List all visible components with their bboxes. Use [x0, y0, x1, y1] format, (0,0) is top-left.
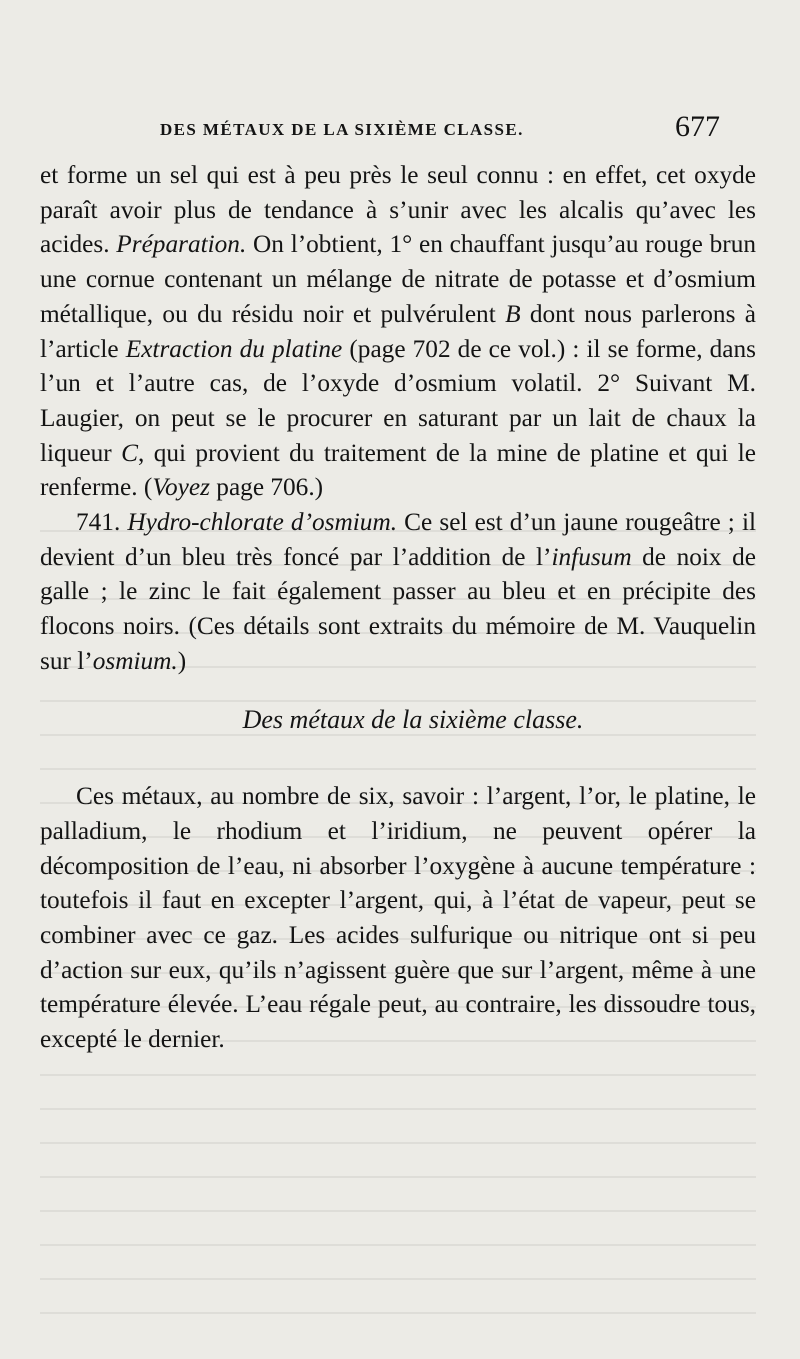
paragraph-3: Ces métaux, au nombre de six, savoir : l’argent, l’or, le platine, le palladium, le rhodium et l’iridium, ne peuvent opérer la décomposition de l’eau, ni absorber l’oxygène à aucune température : toutefois il faut en excepter l’argent, qui, à l’état de vapeur, peut se combiner avec ce gaz. Les acides sulfurique ou nitrique ont si peu d’action sur eux, qu’ils n’agissent guère que sur l’argent, même à une température élevée. L’eau régale peut, au contraire, les dissoudre tous, excepté le dernier.	[40, 782, 756, 1054]
body-text	[40, 158, 756, 1057]
page-header	[160, 110, 760, 146]
running-head: DES MÉTAUX DE LA SIXIÈME CLASSE.	[160, 120, 524, 139]
p1-article-ref: Extraction du platine	[125, 334, 343, 363]
p1-text-5: dont nous parlerons à l’article	[40, 299, 756, 363]
p2-text-5: )	[177, 646, 187, 675]
p1-text-1: et forme un sel qui est à peu près le seul connu : en effet, cet oxyde paraît avoir plus de tendance à s’unir avec les alcalis qu’avec les acides.	[40, 161, 756, 259]
p2-text-1: Ce sel est d’un jaune rougeâtre ; il devient d’un bleu très foncé par l’addition de l’	[40, 508, 757, 571]
paragraph-1	[40, 158, 756, 505]
p2-osmium: osmium.	[92, 646, 178, 675]
p2-infusum: infusum	[551, 542, 632, 571]
p2-text-3: de noix de galle ; le zinc le fait également passer au bleu et en précipite des flocons noirs. (Ces détails sont extraits du mémoire de M. Vauquelin sur l’	[40, 542, 756, 675]
p1-preparation-label: Préparation.	[116, 230, 247, 259]
section-title: Des métaux de la sixième classe.	[242, 704, 584, 734]
p1-voyez: Voyez	[152, 473, 210, 502]
p1-liquor-letter: C	[121, 438, 138, 467]
p2-article-number: 741.	[76, 508, 128, 537]
p1-text-3: On l’obtient, 1° en chauffant jusqu’au rouge brun une cornue contenant un mélange de nitrate de potasse et d’osmium métallique, ou du résidu noir et pulvérulent	[40, 230, 756, 328]
page-number: 677	[675, 110, 720, 143]
p1-text-9: , qui provient du traitement de la mine de platine et qui le renferme. (	[40, 438, 757, 502]
p1-text-11: page 706.)	[209, 473, 324, 502]
p1-text-7: (page 702 de ce vol.) : il se forme, dans l’un et l’autre cas, de l’oxyde d’osmium volatil. 2° Suivant M. Laugier, on peut se le procurer en saturant par un lait de chaux la liqueur	[40, 334, 756, 467]
p1-residue-letter: B	[505, 299, 521, 328]
p2-article-title: Hydro-chlorate d’osmium.	[127, 508, 398, 537]
paragraph-2	[40, 505, 756, 679]
